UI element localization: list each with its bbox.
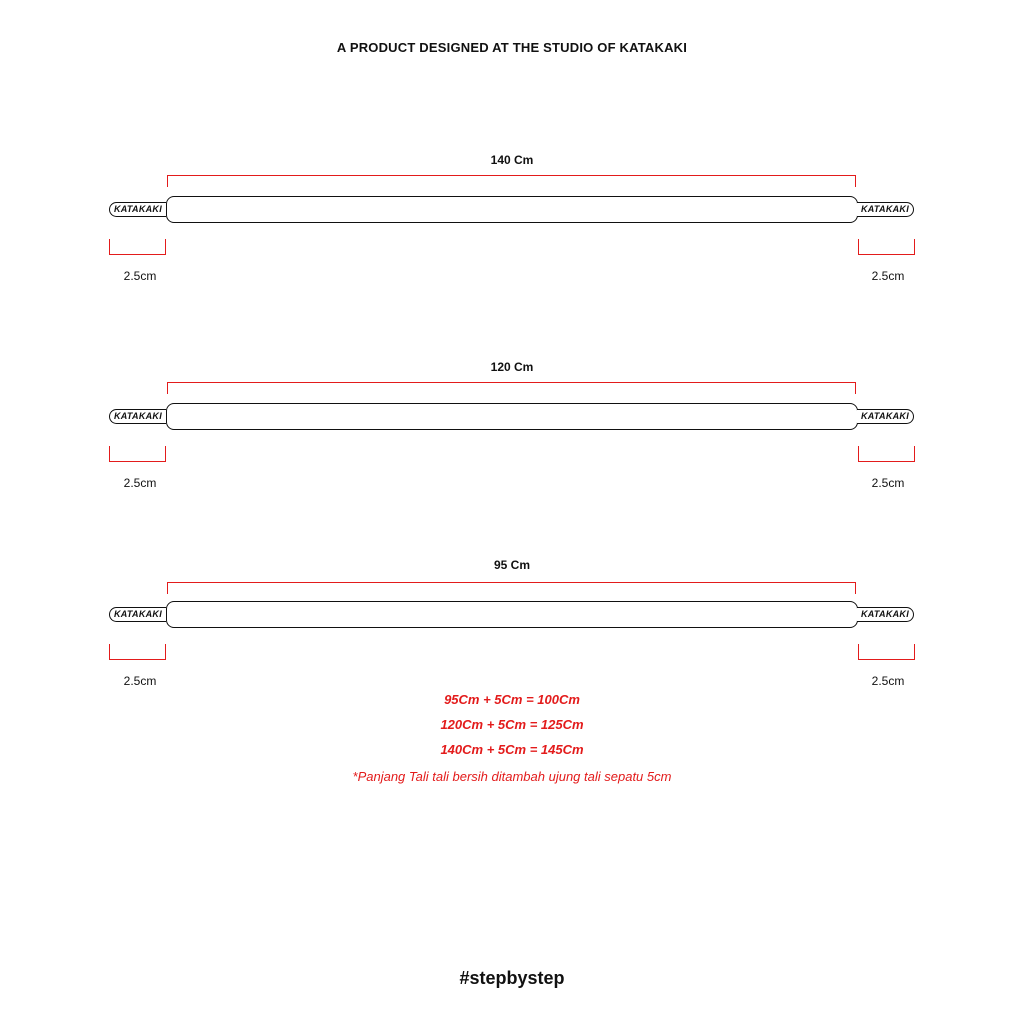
tip-bracket-right <box>858 446 915 462</box>
lace-length-label: 95 Cm <box>493 558 531 572</box>
tip-bracket-right <box>858 644 915 660</box>
lace-length-bracket <box>167 382 856 394</box>
tip-label-left: 2.5cm <box>123 269 157 283</box>
tip-bracket-right <box>858 239 915 255</box>
tip-label-right: 2.5cm <box>871 476 905 490</box>
tip-bracket-left <box>109 239 166 255</box>
formula-95: 95Cm + 5Cm = 100Cm <box>444 692 580 707</box>
length-note: *Panjang Tali tali bersih ditambah ujung tali sepatu 5cm <box>352 769 672 784</box>
aglet-left: KATAKAKI <box>109 202 166 217</box>
lace-diagram-120 <box>0 360 1024 500</box>
lace-body <box>166 196 858 223</box>
lace-diagram-140 <box>0 153 1024 293</box>
lace-length-bracket <box>167 175 856 187</box>
aglet-left: KATAKAKI <box>109 607 166 622</box>
page-header: A PRODUCT DESIGNED AT THE STUDIO OF KATAKAKI <box>336 40 688 55</box>
lace-body <box>166 403 858 430</box>
aglet-right: KATAKAKI <box>857 409 914 424</box>
lace-length-label: 120 Cm <box>490 360 534 374</box>
aglet-left: KATAKAKI <box>109 409 166 424</box>
tip-label-right: 2.5cm <box>871 674 905 688</box>
tip-bracket-left <box>109 446 166 462</box>
tip-label-left: 2.5cm <box>123 476 157 490</box>
formula-120: 120Cm + 5Cm = 125Cm <box>440 717 584 732</box>
tip-bracket-left <box>109 644 166 660</box>
aglet-right: KATAKAKI <box>857 607 914 622</box>
tip-label-right: 2.5cm <box>871 269 905 283</box>
lace-body <box>166 601 858 628</box>
aglet-right: KATAKAKI <box>857 202 914 217</box>
formula-140: 140Cm + 5Cm = 145Cm <box>440 742 584 757</box>
lace-length-label: 140 Cm <box>490 153 534 167</box>
tip-label-left: 2.5cm <box>123 674 157 688</box>
lace-length-bracket <box>167 582 856 594</box>
footer-hashtag: #stepbystep <box>459 968 565 988</box>
lace-diagram-95 <box>0 558 1024 698</box>
